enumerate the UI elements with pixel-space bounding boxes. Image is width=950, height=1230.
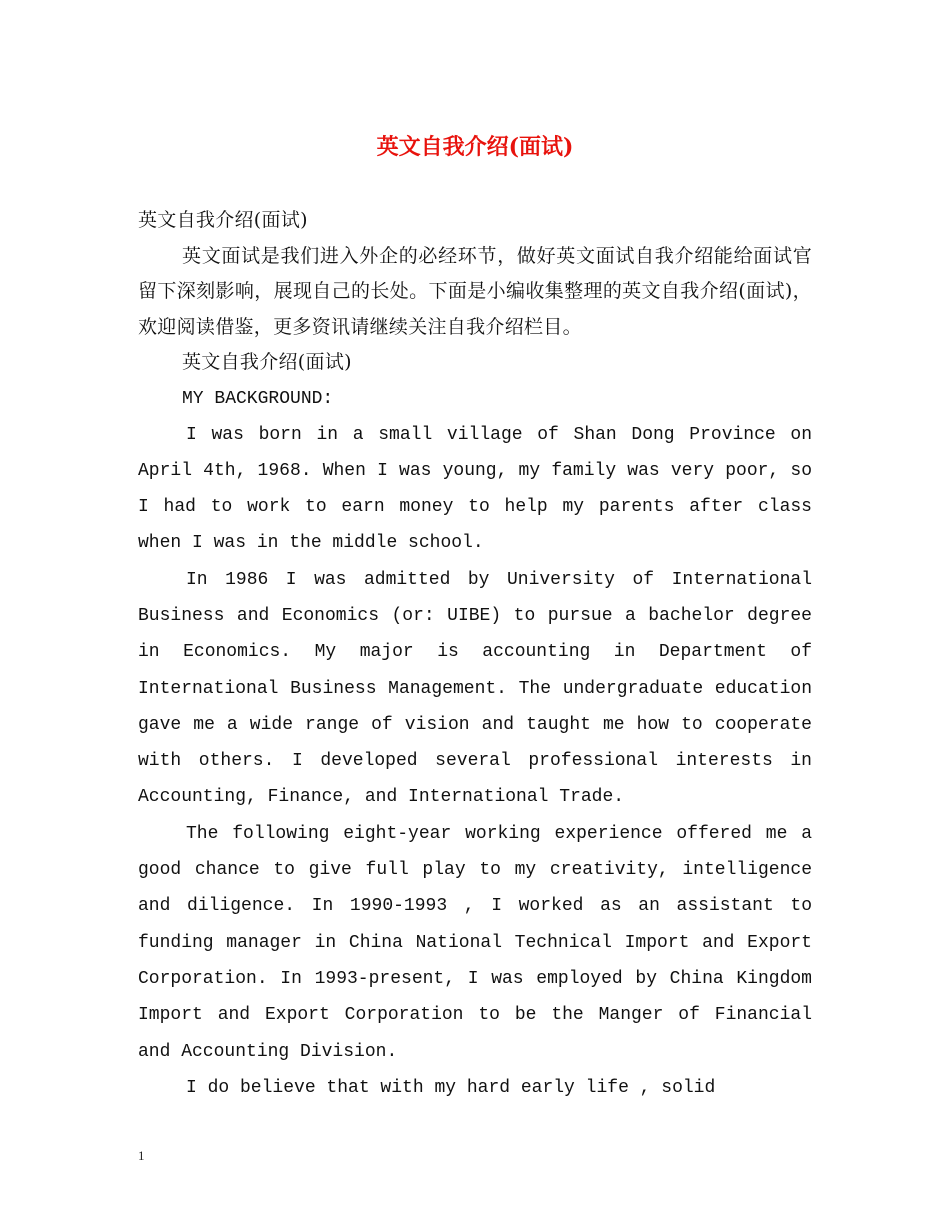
document-body (138, 203, 812, 1106)
page-number: 1 (138, 1148, 145, 1163)
document-title: 英文自我介绍(面试) (376, 134, 574, 160)
heading-line: 英文自我介绍(面试) (138, 209, 308, 231)
intro-paragraph: 英文面试是我们进入外企的必经环节，做好英文面试自我介绍能给面试官留下深刻影响，展现自己的长处。下面是小编收集整理的英文自我介绍(面试)，欢迎阅读借鉴，更多资讯请继续关注自我介绍栏目。 (138, 244, 812, 338)
paragraph-4: I do believe that with my hard early life , solid (186, 1077, 716, 1098)
subheading: 英文自我介绍(面试) (182, 351, 352, 373)
paragraph-3: The following eight-year working experience offered me a good chance to give full play to my creativity, intelligence and diligence. In 1990-1993 , I worked as an assistant to funding manager in China National Technical Import and Export Corporation. In 1993-present, I was employed by China Kingdom Import and Export Corporation to be the Manger of Financial and Accounting Division. (138, 823, 812, 1062)
paragraph-1: I was born in a small village of Shan Dong Province on April 4th, 1968. When I was young, my family was very poor, so I had to work to earn money to help my parents after class when I was in the middle school. (138, 424, 812, 554)
paragraph-2: In 1986 I was admitted by University of International Business and Economics (or: UIBE) to pursue a bachelor degree in Economics. My major is accounting in Department of International Business Management. The undergraduate education gave me a wide range of vision and taught me how to cooperate with others. I developed several professional interests in Accounting, Finance, and International Trade. (138, 569, 812, 808)
section-label: MY BACKGROUND: (182, 388, 334, 409)
